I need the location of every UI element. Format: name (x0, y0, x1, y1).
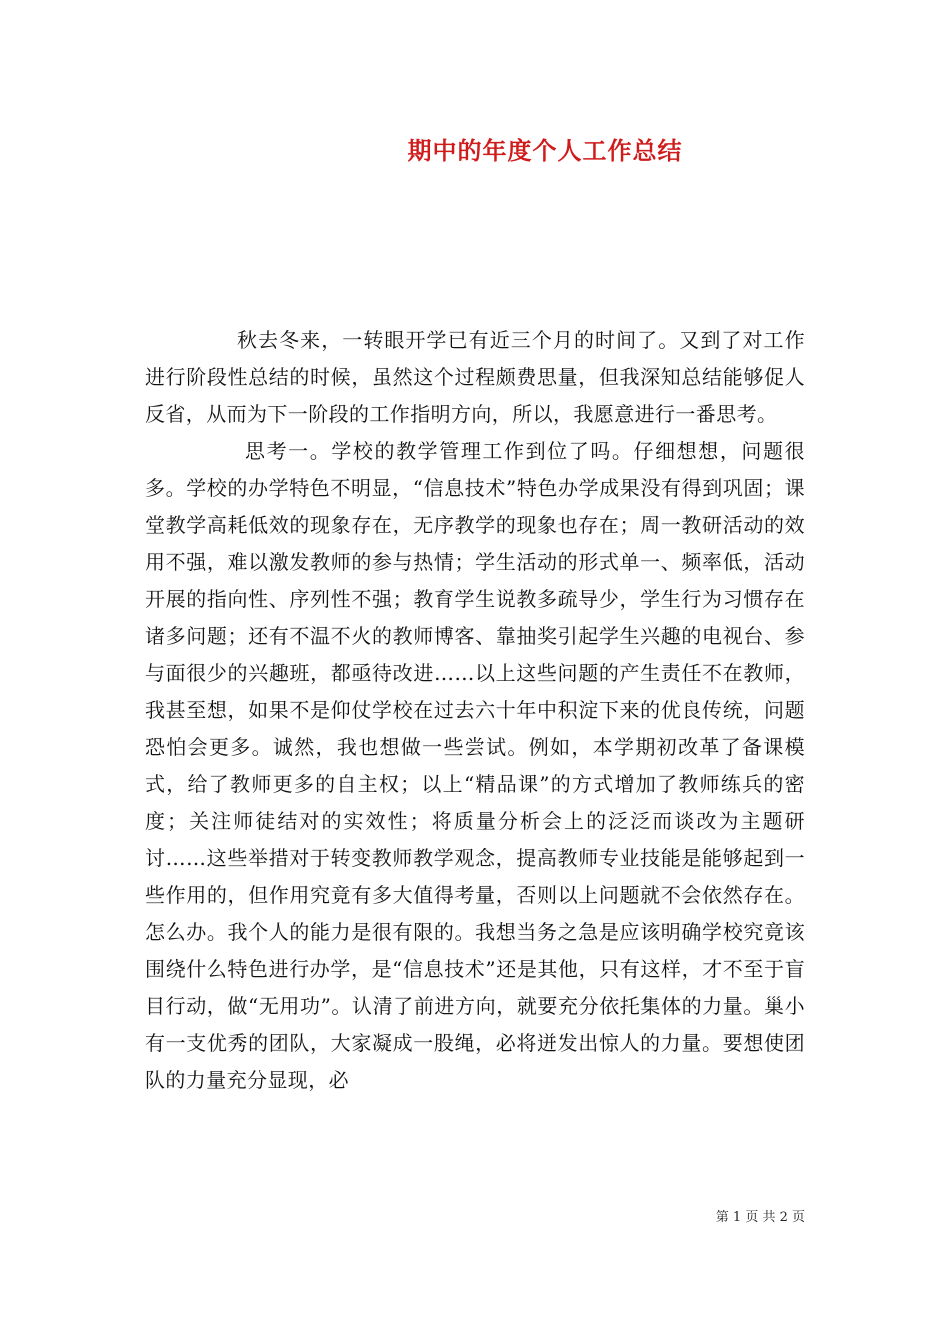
document-body (145, 322, 805, 1099)
paragraph-2: 思考一。学校的教学管理工作到位了吗。仔细想想，问题很多。学校的办学特色不明显，“信息技术”特色办学成果没有得到巩固；课堂教学高耗低效的现象存在，无序教学的现象也存在；周一教研活动的效用不强，难以激发教师的参与热情；学生活动的形式单一、频率低，活动开展的指向性、序列性不强；教育学生说教多疏导少，学生行为习惯存在诸多问题；还有不温不火的教师博客、靠抽奖引起学生兴趣的电视台、参与面很少的兴趣班，都亟待改进……以上这些问题的产生责任不在教师，我甚至想，如果不是仰仗学校在过去六十年中积淀下来的优良传统，问题恐怕会更多。诚然，我也想做一些尝试。例如，本学期初改革了备课模式，给了教师更多的自主权；以上“精品课”的方式增加了教师练兵的密度；关注师徒结对的实效性；将质量分析会上的泛泛而谈改为主题研讨……这些举措对于转变教师教学观念，提高教师专业技能是能够起到一些作用的，但作用究竟有多大值得考量，否则以上问题就不会依然存在。怎么办。我个人的能力是很有限的。我想当务之急是应该明确学校究竟该围绕什么特色进行办学，是“信息技术”还是其他，只有这样，才不至于盲目行动，做“无用功”。认清了前进方向，就要充分依托集体的力量。巢小有一支优秀的团队，大家凝成一股绳，必将迸发出惊人的力量。要想使团队的力量充分显现，必 (145, 439, 805, 1092)
page-footer: 第 1 页 共 2 页 (715, 1210, 805, 1225)
document-title: 期中的年度个人工作总结 (407, 136, 683, 165)
paragraph-1: 秋去冬来，一转眼开学已有近三个月的时间了。又到了对工作进行阶段性总结的时候，虽然这个过程颇费思量，但我深知总结能够促人反省，从而为下一阶段的工作指明方向，所以，我愿意进行一番思考。 (145, 328, 805, 426)
